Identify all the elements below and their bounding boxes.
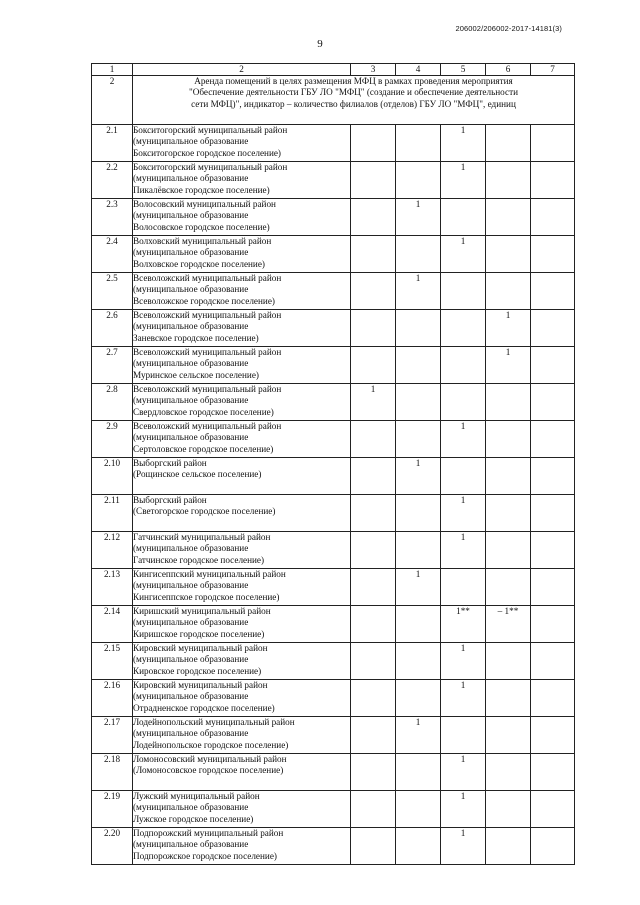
municipality-name-line: Выборгский район — [133, 495, 207, 505]
year-value-cell — [486, 162, 531, 199]
municipality-name-line: Всеволожский муниципальный район — [133, 347, 282, 357]
municipality-name-line: Кировский муниципальный район — [133, 643, 268, 653]
municipality-name-line: Лодейнопольский муниципальный район — [133, 717, 295, 727]
row-number: 2.11 — [92, 495, 133, 532]
section-title-line: Аренда помещений в целях размещения МФЦ в рамках проведения мероприятия — [194, 76, 513, 86]
municipality-name-line: (муниципальное образование — [133, 395, 249, 406]
municipality-name-line: Бокситогорский муниципальный район — [133, 125, 288, 135]
year-value-cell — [351, 606, 396, 643]
year-value-cell — [531, 273, 575, 310]
year-value-cell: 1 — [441, 125, 486, 162]
year-value-cell — [351, 680, 396, 717]
row-number: 2.3 — [92, 199, 133, 236]
year-value-cell — [486, 199, 531, 236]
row-number: 2.18 — [92, 754, 133, 791]
year-value-cell — [531, 384, 575, 421]
year-value-cell — [351, 791, 396, 828]
municipality-name-line: (муниципальное образование — [133, 321, 249, 332]
table-row — [92, 162, 575, 199]
municipality-name-line: Кировский муниципальный район — [133, 680, 268, 690]
municipality-name-line: Выборгский район — [133, 458, 207, 468]
municipality-name-line: Волховский муниципальный район — [133, 236, 272, 246]
year-value-cell — [486, 643, 531, 680]
page-number: 9 — [317, 38, 323, 50]
row-number: 2.6 — [92, 310, 133, 347]
year-value-cell — [531, 347, 575, 384]
row-number: 2.12 — [92, 532, 133, 569]
year-value-cell — [351, 347, 396, 384]
municipality-name-line: Всеволожское городское поселение) — [133, 295, 275, 306]
table-row — [92, 236, 575, 273]
municipality-name-line: Отрадненское городское поселение) — [133, 702, 275, 713]
year-value-cell: 1 — [486, 310, 531, 347]
year-value-cell — [351, 828, 396, 865]
municipality-name-line: (Рощинское сельское поселение) — [133, 469, 262, 480]
municipality-name-line: (муниципальное образование — [133, 802, 249, 813]
year-value-cell: 1 — [396, 199, 441, 236]
municipality-name-line: Кингисеппский муниципальный район — [133, 569, 286, 579]
municipality-name-line: Бокситогорский муниципальный район — [133, 162, 288, 172]
row-number: 2.16 — [92, 680, 133, 717]
year-value-cell — [441, 717, 486, 754]
year-value-cell — [486, 273, 531, 310]
table-row — [92, 125, 575, 162]
year-value-cell — [486, 421, 531, 458]
municipality-name — [133, 199, 351, 236]
year-value-cell — [351, 717, 396, 754]
year-value-cell — [486, 754, 531, 791]
year-value-cell — [396, 495, 441, 532]
municipality-name-line: (муниципальное образование — [133, 284, 249, 295]
year-value-cell — [396, 310, 441, 347]
municipality-name-line: (муниципальное образование — [133, 358, 249, 369]
municipality-name — [133, 643, 351, 680]
municipality-name-line: (Ломоносовское городское поселение) — [133, 765, 284, 776]
municipality-name — [133, 273, 351, 310]
municipality-name-line: Волосовское городское поселение) — [133, 221, 270, 232]
year-value-cell — [396, 125, 441, 162]
row-number: 2.19 — [92, 791, 133, 828]
year-value-cell — [396, 347, 441, 384]
municipality-name-line: (муниципальное образование — [133, 210, 249, 221]
year-value-cell: 1 — [441, 643, 486, 680]
row-number: 2.4 — [92, 236, 133, 273]
year-value-cell — [531, 643, 575, 680]
municipality-name-line: (муниципальное образование — [133, 173, 249, 184]
row-number: 2.5 — [92, 273, 133, 310]
year-value-cell — [486, 384, 531, 421]
table-row — [92, 199, 575, 236]
column-header: 1 — [92, 64, 133, 76]
table-row — [92, 532, 575, 569]
municipality-name-line: Киришское городское поселение) — [133, 628, 265, 639]
year-value-cell: 1 — [396, 458, 441, 495]
municipality-name-line: Волховское городское поселение) — [133, 258, 265, 269]
municipality-name-line: Кингисеппское городское поселение) — [133, 591, 280, 602]
year-value-cell — [531, 162, 575, 199]
row-number: 2.7 — [92, 347, 133, 384]
year-value-cell — [441, 273, 486, 310]
year-value-cell — [351, 162, 396, 199]
column-number-row — [92, 64, 575, 76]
year-value-cell — [531, 458, 575, 495]
year-value-cell — [396, 680, 441, 717]
year-value-cell — [531, 236, 575, 273]
year-value-cell — [486, 495, 531, 532]
year-value-cell: 1 — [441, 162, 486, 199]
column-header: 2 — [133, 64, 351, 76]
year-value-cell — [486, 569, 531, 606]
year-value-cell — [396, 643, 441, 680]
year-value-cell — [351, 125, 396, 162]
year-value-cell: 1 — [441, 754, 486, 791]
table-row — [92, 717, 575, 754]
municipality-name-line: Лужское городское поселение) — [133, 813, 254, 824]
row-number: 2.17 — [92, 717, 133, 754]
year-value-cell — [396, 828, 441, 865]
municipality-name-line: Пикалёвское городское поселение) — [133, 184, 270, 195]
table-row — [92, 791, 575, 828]
municipality-name — [133, 125, 351, 162]
municipality-name — [133, 495, 351, 532]
year-value-cell — [351, 310, 396, 347]
year-value-cell — [486, 458, 531, 495]
municipality-name-line: (муниципальное образование — [133, 136, 249, 147]
year-value-cell — [441, 347, 486, 384]
municipality-name-line: Свердловское городское поселение) — [133, 406, 274, 417]
municipality-name-line: Всеволожский муниципальный район — [133, 384, 282, 394]
table-row — [92, 347, 575, 384]
municipality-name-line: (муниципальное образование — [133, 432, 249, 443]
year-value-cell — [396, 791, 441, 828]
year-value-cell: 1 — [396, 273, 441, 310]
year-value-cell: 1 — [441, 421, 486, 458]
municipality-name — [133, 384, 351, 421]
row-number: 2.15 — [92, 643, 133, 680]
year-value-cell — [486, 236, 531, 273]
column-header: 4 — [396, 64, 441, 76]
table-row — [92, 273, 575, 310]
year-value-cell — [351, 754, 396, 791]
table-row — [92, 754, 575, 791]
year-value-cell — [531, 421, 575, 458]
section-title — [133, 76, 575, 125]
row-number: 2.8 — [92, 384, 133, 421]
section-title-line: "Обеспечение деятельности ГБУ ЛО "МФЦ" (создание и обеспечение деятельности — [188, 87, 519, 98]
municipality-name-line: Гатчинский муниципальный район — [133, 532, 271, 542]
year-value-cell — [531, 791, 575, 828]
table-row — [92, 643, 575, 680]
year-value-cell — [351, 199, 396, 236]
municipality-name-line: (муниципальное образование — [133, 839, 249, 850]
column-header: 6 — [486, 64, 531, 76]
year-value-cell — [351, 421, 396, 458]
year-value-cell — [396, 754, 441, 791]
row-number: 2.20 — [92, 828, 133, 865]
table-row — [92, 828, 575, 865]
year-value-cell — [351, 643, 396, 680]
year-value-cell: 1 — [441, 791, 486, 828]
municipality-name — [133, 828, 351, 865]
year-value-cell: 1 — [396, 569, 441, 606]
year-value-cell: 1** — [441, 606, 486, 643]
section-number: 2 — [92, 76, 133, 125]
municipality-name-line: (муниципальное образование — [133, 654, 249, 665]
year-value-cell: 1 — [441, 680, 486, 717]
year-value-cell — [351, 495, 396, 532]
year-value-cell: 1 — [486, 347, 531, 384]
municipality-name-line: Кировское городское поселение) — [133, 665, 262, 676]
municipality-name — [133, 421, 351, 458]
table-row — [92, 569, 575, 606]
year-value-cell: 1 — [441, 532, 486, 569]
table-row — [92, 680, 575, 717]
year-value-cell: 1 — [441, 236, 486, 273]
year-value-cell — [531, 680, 575, 717]
year-value-cell — [351, 569, 396, 606]
municipality-name — [133, 236, 351, 273]
indicator-table — [91, 63, 575, 865]
year-value-cell: 1 — [441, 495, 486, 532]
municipality-name-line: (муниципальное образование — [133, 691, 249, 702]
table-row — [92, 606, 575, 643]
municipality-name-line: Гатчинское городское поселение) — [133, 554, 265, 565]
year-value-cell — [486, 125, 531, 162]
municipality-name-line: Заневское городское поселение) — [133, 332, 259, 343]
year-value-cell — [396, 606, 441, 643]
year-value-cell — [531, 828, 575, 865]
municipality-name — [133, 310, 351, 347]
year-value-cell: 1 — [441, 828, 486, 865]
table-row — [92, 384, 575, 421]
year-value-cell — [351, 532, 396, 569]
column-header: 7 — [531, 64, 575, 76]
municipality-name-line: Лодейнопольское городское поселение) — [133, 739, 289, 750]
year-value-cell — [441, 458, 486, 495]
row-number: 2.10 — [92, 458, 133, 495]
municipality-name-line: Подпорожский муниципальный район — [133, 828, 284, 838]
municipality-name — [133, 162, 351, 199]
municipality-name-line: (муниципальное образование — [133, 728, 249, 739]
municipality-name — [133, 347, 351, 384]
table-row — [92, 310, 575, 347]
municipality-name-line: (муниципальное образование — [133, 617, 249, 628]
section-row — [92, 76, 575, 125]
year-value-cell — [441, 199, 486, 236]
year-value-cell — [531, 717, 575, 754]
year-value-cell — [396, 384, 441, 421]
year-value-cell — [531, 495, 575, 532]
year-value-cell — [396, 162, 441, 199]
year-value-cell — [531, 125, 575, 162]
municipality-name — [133, 569, 351, 606]
municipality-name-line: Сертоловское городское поселение) — [133, 443, 274, 454]
year-value-cell — [531, 199, 575, 236]
year-value-cell — [531, 310, 575, 347]
year-value-cell: 1 — [396, 717, 441, 754]
municipality-name — [133, 458, 351, 495]
year-value-cell — [441, 384, 486, 421]
municipality-name-line: Ломоносовский муниципальный район — [133, 754, 287, 764]
municipality-name-line: Волосовский муниципальный район — [133, 199, 276, 209]
municipality-name-line: Всеволожский муниципальный район — [133, 310, 282, 320]
municipality-name — [133, 791, 351, 828]
municipality-name-line: Муринское сельское поселение) — [133, 369, 259, 380]
year-value-cell — [351, 273, 396, 310]
row-number: 2.9 — [92, 421, 133, 458]
column-header: 5 — [441, 64, 486, 76]
year-value-cell: 1 — [351, 384, 396, 421]
section-title-line: сети МФЦ)", индикатор – количество филиалов (отделов) ГБУ ЛО "МФЦ", единиц — [191, 98, 516, 109]
municipality-name — [133, 606, 351, 643]
year-value-cell — [441, 310, 486, 347]
year-value-cell — [486, 680, 531, 717]
year-value-cell — [441, 569, 486, 606]
year-value-cell — [396, 421, 441, 458]
year-value-cell — [396, 532, 441, 569]
column-header: 3 — [351, 64, 396, 76]
municipality-name-line: Киришский муниципальный район — [133, 606, 271, 616]
municipality-name-line: Подпорожское городское поселение) — [133, 850, 277, 861]
table-row — [92, 421, 575, 458]
document-id: 206002/206002-2017-14181(3) — [455, 24, 562, 33]
municipality-name-line: Всеволожский муниципальный район — [133, 273, 282, 283]
table-row — [92, 495, 575, 532]
municipality-name — [133, 754, 351, 791]
municipality-name-line: (муниципальное образование — [133, 543, 249, 554]
year-value-cell — [531, 754, 575, 791]
year-value-cell — [531, 532, 575, 569]
year-value-cell — [531, 606, 575, 643]
municipality-name-line: (муниципальное образование — [133, 580, 249, 591]
row-number: 2.14 — [92, 606, 133, 643]
year-value-cell: – 1** — [486, 606, 531, 643]
year-value-cell — [531, 569, 575, 606]
year-value-cell — [486, 532, 531, 569]
year-value-cell — [486, 717, 531, 754]
municipality-name — [133, 532, 351, 569]
row-number: 2.13 — [92, 569, 133, 606]
municipality-name-line: Лужский муниципальный район — [133, 791, 260, 801]
municipality-name-line: Всеволожский муниципальный район — [133, 421, 282, 431]
year-value-cell — [396, 236, 441, 273]
municipality-name-line: (муниципальное образование — [133, 247, 249, 258]
year-value-cell — [486, 828, 531, 865]
table-row — [92, 458, 575, 495]
year-value-cell — [486, 791, 531, 828]
year-value-cell — [351, 458, 396, 495]
year-value-cell — [351, 236, 396, 273]
row-number: 2.1 — [92, 125, 133, 162]
row-number: 2.2 — [92, 162, 133, 199]
municipality-name — [133, 680, 351, 717]
municipality-name — [133, 717, 351, 754]
municipality-name-line: (Светогорское городское поселение) — [133, 506, 276, 517]
municipality-name-line: Бокситогорское городское поселение) — [133, 147, 281, 158]
